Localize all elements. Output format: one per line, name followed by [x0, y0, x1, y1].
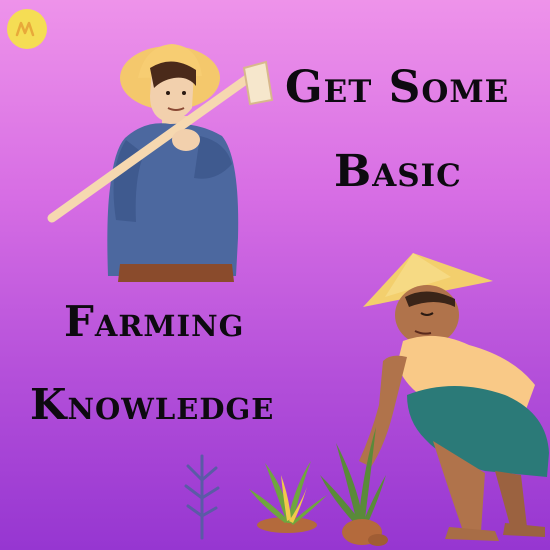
headline-line-2: Basic [334, 146, 462, 197]
headline-line-1: Get Some [285, 62, 510, 113]
headline-line-3: Farming [64, 297, 245, 346]
plant-icon [180, 450, 225, 540]
headline-line-4: Knowledge [30, 380, 275, 429]
farmer-with-hoe [40, 38, 280, 288]
soil-clod [340, 512, 390, 548]
